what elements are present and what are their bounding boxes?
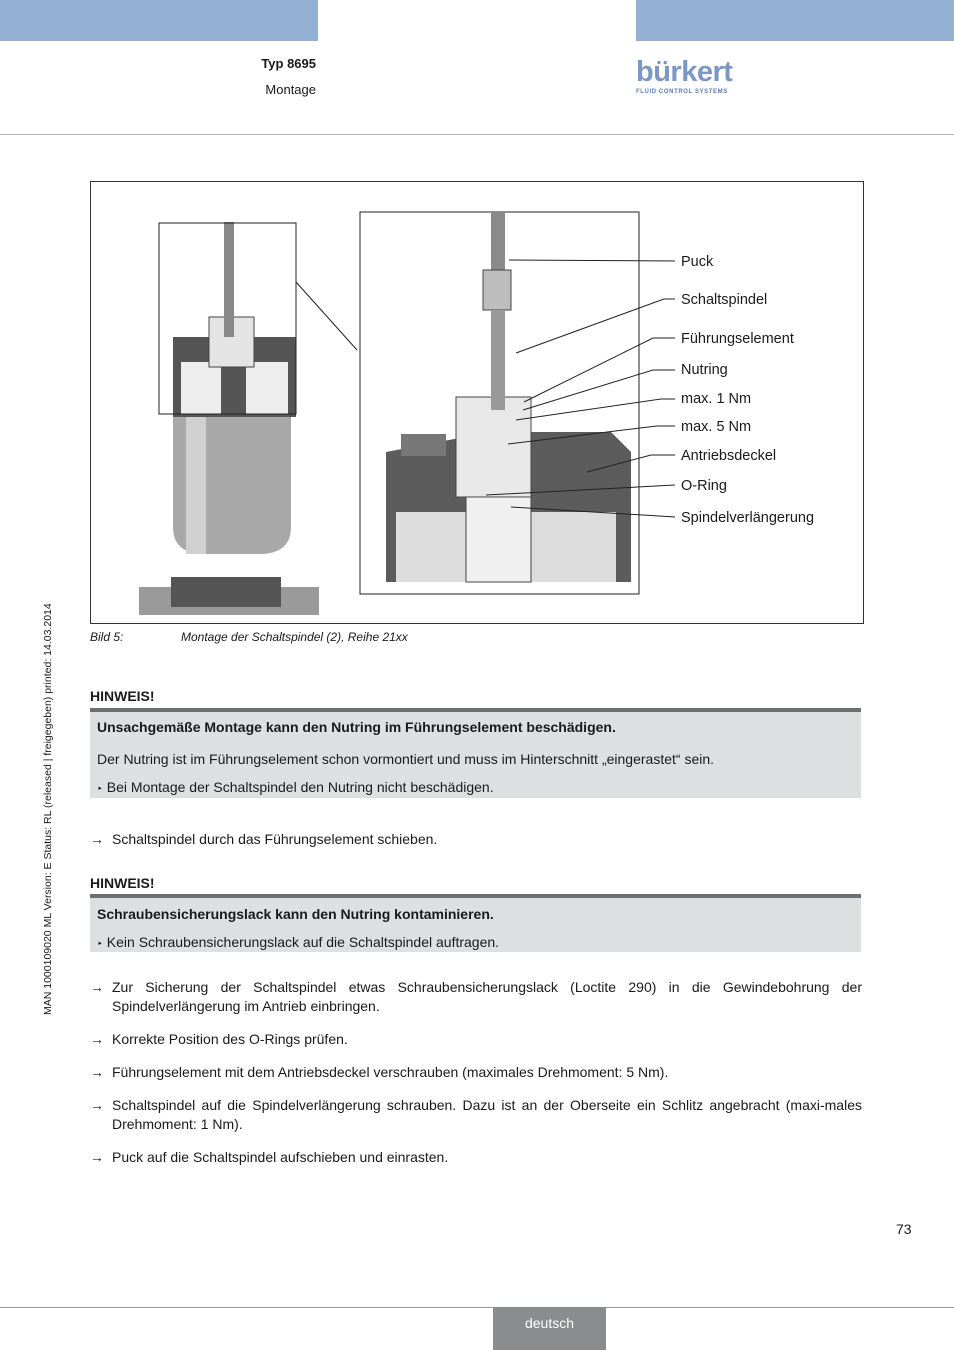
header-divider xyxy=(0,134,954,135)
notice-1-bullet: ‣ Bei Montage der Schaltspindel den Nutring nicht beschädigen. xyxy=(97,779,494,795)
language-tab: deutsch xyxy=(493,1307,606,1350)
header-bar-left xyxy=(0,0,318,41)
label-max-5nm: max. 5 Nm xyxy=(681,419,752,435)
notice-1-body: Der Nutring ist im Führungselement schon vormontiert und muss im Hinterschnitt „eingerastet“ sein. xyxy=(97,751,715,767)
footer-divider xyxy=(0,1307,954,1308)
label-spindelverlaengerung: Spindelverlängerung xyxy=(681,510,815,526)
detail-drawing xyxy=(360,212,639,594)
assembly-drawing xyxy=(91,182,863,623)
arrow-icon: → xyxy=(90,1031,104,1047)
overview-drawing xyxy=(139,222,319,615)
product-type: Typ 8695 xyxy=(261,56,316,71)
notice-title-2: HINWEIS! xyxy=(90,875,155,891)
document-metadata: MAN 1000109020 ML Version: E Status: RL (released | freigegeben) printed: 14.03.2014 xyxy=(42,603,54,1015)
bullet-icon: ‣ xyxy=(97,784,103,795)
step-item: → Zur Sicherung der Schaltspindel etwas Schraubensicherungslack (Loctite 290) in die Gewindebohrung der Spindelverlängerung im Antrieb einbringen. xyxy=(90,979,862,1014)
step-item: → Schaltspindel durch das Führungselement schieben. xyxy=(90,831,438,847)
figure-labels xyxy=(681,254,814,526)
arrow-icon: → xyxy=(90,1064,104,1080)
notice-box-1 xyxy=(90,708,861,798)
step-item: → Führungselement mit dem Antriebsdeckel verschrauben (maximales Drehmoment: 5 Nm). xyxy=(90,1064,669,1080)
label-schaltspindel: Schaltspindel xyxy=(681,292,768,308)
notice-2-bullet: ‣ Kein Schraubensicherungslack auf die Schaltspindel auftragen. xyxy=(97,934,500,950)
notice-2-heading: Schraubensicherungslack kann den Nutring kontaminieren. xyxy=(97,906,494,922)
arrow-icon: → xyxy=(90,831,104,847)
label-antriebsdeckel: Antriebsdeckel xyxy=(681,448,777,464)
logo-word: bürkert xyxy=(636,56,733,88)
notice-title-1: HINWEIS! xyxy=(90,688,155,704)
section-title: Montage xyxy=(265,82,316,97)
logo-subtitle: FLUID CONTROL SYSTEMS xyxy=(636,89,728,95)
notice-box-2 xyxy=(90,894,861,952)
caption-number: Bild 5: xyxy=(90,630,124,644)
label-max-1nm: max. 1 Nm xyxy=(681,391,752,407)
label-puck: Puck xyxy=(681,254,714,270)
label-fuehrungselement: Führungselement xyxy=(681,331,794,347)
label-nutring: Nutring xyxy=(681,362,728,378)
bullet-icon: ‣ xyxy=(97,939,103,950)
figure-frame xyxy=(90,181,864,624)
arrow-icon: → xyxy=(90,1149,104,1165)
brand-logo xyxy=(636,58,746,98)
figure-caption xyxy=(90,630,408,644)
arrow-icon: → xyxy=(90,979,104,995)
arrow-icon: → xyxy=(90,1097,104,1113)
caption-text: Montage der Schaltspindel (2), Reihe 21xx xyxy=(181,630,408,644)
page-number: 73 xyxy=(896,1221,912,1237)
step-item: → Puck auf die Schaltspindel aufschieben und einrasten. xyxy=(90,1149,449,1165)
step-item: → Schaltspindel auf die Spindelverlängerung schrauben. Dazu ist an der Oberseite ein Schlitz angebracht (maxi-males Drehmoment: 1 Nm). xyxy=(90,1097,862,1132)
notice-1-heading: Unsachgemäße Montage kann den Nutring im Führungselement beschädigen. xyxy=(97,719,616,735)
label-o-ring: O-Ring xyxy=(681,478,727,494)
step-item: → Korrekte Position des O-Rings prüfen. xyxy=(90,1031,348,1047)
header-bar-right xyxy=(636,0,954,41)
